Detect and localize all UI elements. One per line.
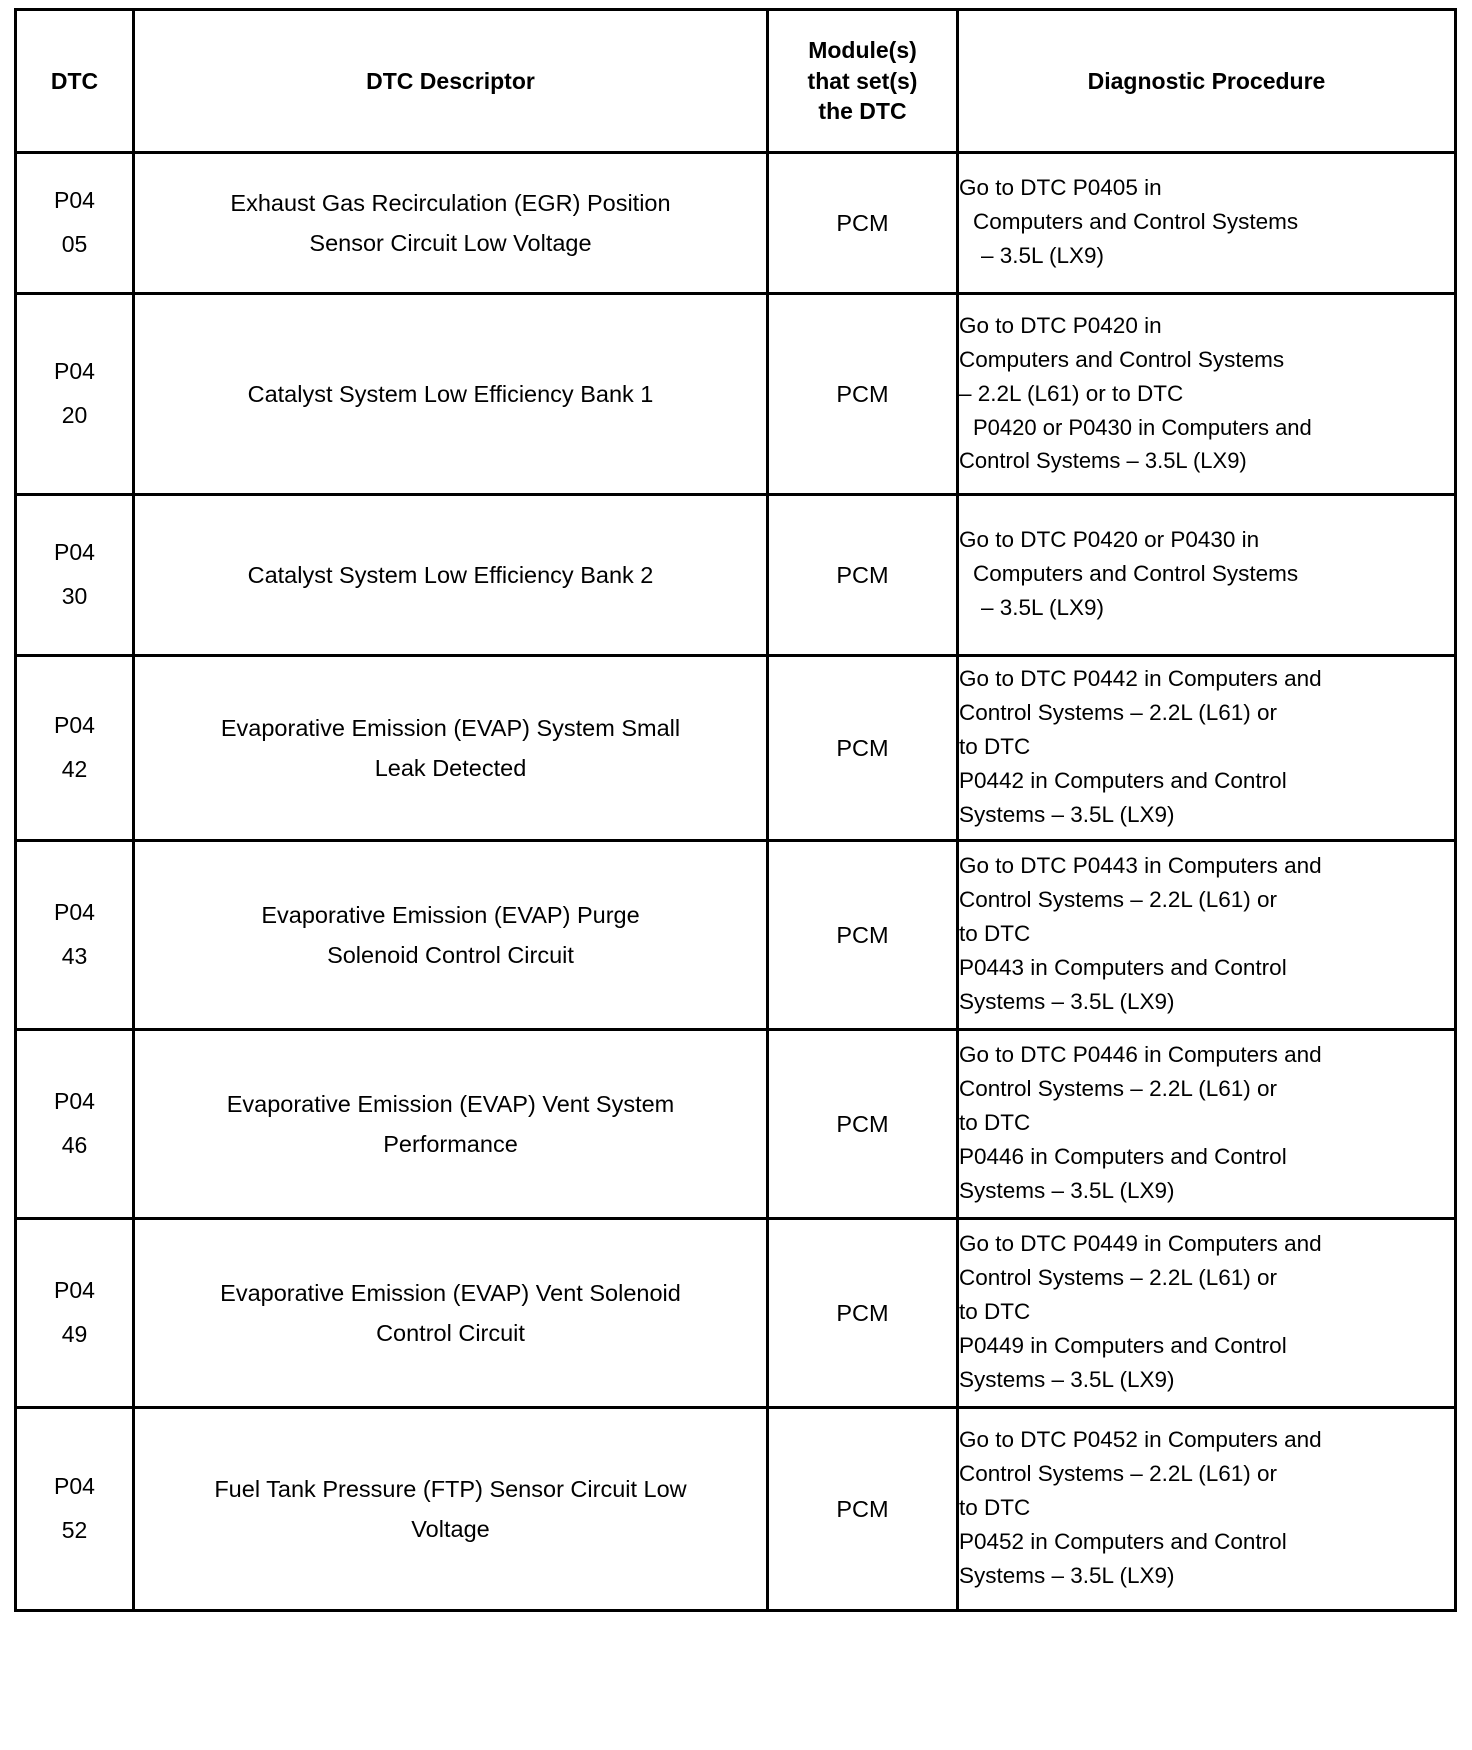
column-header-modules-line1: Module(s) <box>808 37 917 64</box>
dtc-code-prefix: P04 <box>54 539 95 566</box>
cell-descriptor <box>134 1030 768 1219</box>
procedure-line: P0420 or P0430 in Computers and <box>973 414 1312 440</box>
procedure-line: Computers and Control Systems <box>973 209 1299 235</box>
descriptor-line-1: Evaporative Emission (EVAP) Vent Solenoid <box>220 1279 681 1306</box>
dtc-code-suffix: 05 <box>61 231 88 257</box>
procedure-line: P0452 in Computers and Control <box>959 1528 1287 1554</box>
descriptor-line-1: Evaporative Emission (EVAP) Purge <box>261 901 640 928</box>
cell-descriptor <box>134 1408 768 1611</box>
dtc-table <box>14 8 1457 1612</box>
procedure-line: to DTC <box>959 1110 1031 1136</box>
column-header-procedure <box>958 10 1456 153</box>
procedure-line: Control Systems – 2.2L (L61) or <box>959 700 1278 726</box>
descriptor-line-2: Performance <box>383 1131 518 1157</box>
cell-descriptor <box>134 153 768 294</box>
dtc-code-prefix: P04 <box>54 899 95 926</box>
cell-module: PCM <box>768 656 958 841</box>
cell-dtc <box>16 656 134 841</box>
descriptor-line-1: Catalyst System Low Efficiency Bank 2 <box>247 561 654 588</box>
table-row <box>16 294 1456 495</box>
cell-procedure <box>958 1030 1456 1219</box>
cell-procedure <box>958 656 1456 841</box>
cell-procedure <box>958 841 1456 1030</box>
cell-module: PCM <box>768 1030 958 1219</box>
procedure-line: P0443 in Computers and Control <box>959 954 1287 980</box>
descriptor-line-2: Control Circuit <box>376 1320 525 1346</box>
dtc-code-prefix: P04 <box>54 1088 95 1115</box>
cell-dtc <box>16 841 134 1030</box>
cell-procedure <box>958 153 1456 294</box>
column-header-descriptor-label: DTC Descriptor <box>366 67 535 94</box>
procedure-line: Systems – 3.5L (LX9) <box>959 1562 1175 1588</box>
dtc-code-prefix: P04 <box>54 187 95 214</box>
column-header-modules-line3: the DTC <box>818 98 907 125</box>
cell-dtc <box>16 294 134 495</box>
table-row <box>16 1408 1456 1611</box>
cell-module: PCM <box>768 1219 958 1408</box>
table-row <box>16 841 1456 1030</box>
cell-descriptor <box>134 294 768 495</box>
descriptor-line-2: Voltage <box>411 1516 490 1542</box>
procedure-line: Go to DTC P0405 in <box>959 175 1162 201</box>
cell-module: PCM <box>768 1408 958 1611</box>
dtc-code-suffix: 30 <box>61 583 88 609</box>
procedure-line: Systems – 3.5L (LX9) <box>959 801 1175 827</box>
dtc-code-prefix: P04 <box>54 712 95 739</box>
cell-dtc <box>16 1408 134 1611</box>
cell-descriptor <box>134 841 768 1030</box>
procedure-line: to DTC <box>959 921 1031 947</box>
cell-descriptor <box>134 495 768 656</box>
column-header-descriptor <box>134 10 768 153</box>
procedure-line: Computers and Control Systems <box>973 561 1299 587</box>
cell-dtc <box>16 153 134 294</box>
procedure-line: to DTC <box>959 734 1031 760</box>
cell-module: PCM <box>768 153 958 294</box>
procedure-line: Go to DTC P0443 in Computers and <box>959 853 1322 879</box>
cell-dtc <box>16 1219 134 1408</box>
procedure-line: Go to DTC P0420 in <box>959 312 1162 338</box>
dtc-code-prefix: P04 <box>54 1277 95 1304</box>
descriptor-line-1: Exhaust Gas Recirculation (EGR) Position <box>230 189 671 216</box>
procedure-line: Control Systems – 2.2L (L61) or <box>959 887 1278 913</box>
procedure-line: – 3.5L (LX9) <box>981 242 1104 268</box>
table-row <box>16 495 1456 656</box>
cell-module: PCM <box>768 294 958 495</box>
column-header-modules-lines <box>769 35 956 126</box>
table-header <box>16 10 1456 153</box>
descriptor-line-2: Leak Detected <box>374 755 527 781</box>
cell-module: PCM <box>768 495 958 656</box>
procedure-line: Go to DTC P0449 in Computers and <box>959 1231 1322 1257</box>
descriptor-line-1: Catalyst System Low Efficiency Bank 1 <box>247 380 654 407</box>
cell-dtc <box>16 495 134 656</box>
column-header-modules <box>768 10 958 153</box>
procedure-line: Control Systems – 2.2L (L61) or <box>959 1265 1278 1291</box>
procedure-line: Go to DTC P0452 in Computers and <box>959 1427 1322 1453</box>
procedure-line: P0449 in Computers and Control <box>959 1332 1287 1358</box>
procedure-line: Go to DTC P0420 or P0430 in <box>959 527 1260 553</box>
dtc-code-prefix: P04 <box>54 358 95 385</box>
dtc-code-suffix: 42 <box>61 756 88 782</box>
table-row <box>16 656 1456 841</box>
cell-descriptor <box>134 656 768 841</box>
descriptor-line-2: Solenoid Control Circuit <box>327 942 574 968</box>
dtc-code-suffix: 20 <box>61 402 88 428</box>
procedure-line: – 3.5L (LX9) <box>981 594 1104 620</box>
table-row <box>16 1219 1456 1408</box>
descriptor-line-1: Evaporative Emission (EVAP) System Small <box>220 714 681 741</box>
header-row <box>16 10 1456 153</box>
procedure-line: Go to DTC P0446 in Computers and <box>959 1042 1322 1068</box>
dtc-code-suffix: 52 <box>61 1517 88 1543</box>
cell-procedure <box>958 1408 1456 1611</box>
procedure-line: to DTC <box>959 1495 1031 1521</box>
cell-module: PCM <box>768 841 958 1030</box>
descriptor-line-1: Fuel Tank Pressure (FTP) Sensor Circuit Low <box>214 1475 687 1502</box>
cell-dtc <box>16 1030 134 1219</box>
procedure-line: Control Systems – 3.5L (LX9) <box>959 447 1247 473</box>
column-header-dtc <box>16 10 134 153</box>
table-row <box>16 1030 1456 1219</box>
dtc-code-prefix: P04 <box>54 1473 95 1500</box>
procedure-line: Control Systems – 2.2L (L61) or <box>959 1461 1278 1487</box>
procedure-line: – 2.2L (L61) or to DTC <box>959 380 1184 406</box>
dtc-code-suffix: 43 <box>61 943 88 969</box>
procedure-line: to DTC <box>959 1299 1031 1325</box>
cell-procedure <box>958 1219 1456 1408</box>
dtc-code-suffix: 46 <box>61 1132 88 1158</box>
cell-procedure <box>958 495 1456 656</box>
column-header-procedure-label: Diagnostic Procedure <box>1087 67 1326 94</box>
descriptor-line-1: Evaporative Emission (EVAP) Vent System <box>226 1090 675 1117</box>
dtc-code-suffix: 49 <box>61 1321 88 1347</box>
column-header-modules-line2: that set(s) <box>807 67 918 94</box>
cell-procedure <box>958 294 1456 495</box>
procedure-line: P0446 in Computers and Control <box>959 1143 1287 1169</box>
cell-descriptor <box>134 1219 768 1408</box>
column-header-dtc-label: DTC <box>50 67 99 94</box>
descriptor-line-2: Sensor Circuit Low Voltage <box>309 230 592 256</box>
procedure-line: Control Systems – 2.2L (L61) or <box>959 1076 1278 1102</box>
procedure-line: Computers and Control Systems <box>959 346 1285 372</box>
procedure-line: Systems – 3.5L (LX9) <box>959 1366 1175 1392</box>
table-row <box>16 153 1456 294</box>
procedure-line: Systems – 3.5L (LX9) <box>959 988 1175 1014</box>
table-body <box>16 153 1456 1611</box>
procedure-line: Go to DTC P0442 in Computers and <box>959 666 1322 692</box>
procedure-line: Systems – 3.5L (LX9) <box>959 1177 1175 1203</box>
procedure-line: P0442 in Computers and Control <box>959 767 1287 793</box>
